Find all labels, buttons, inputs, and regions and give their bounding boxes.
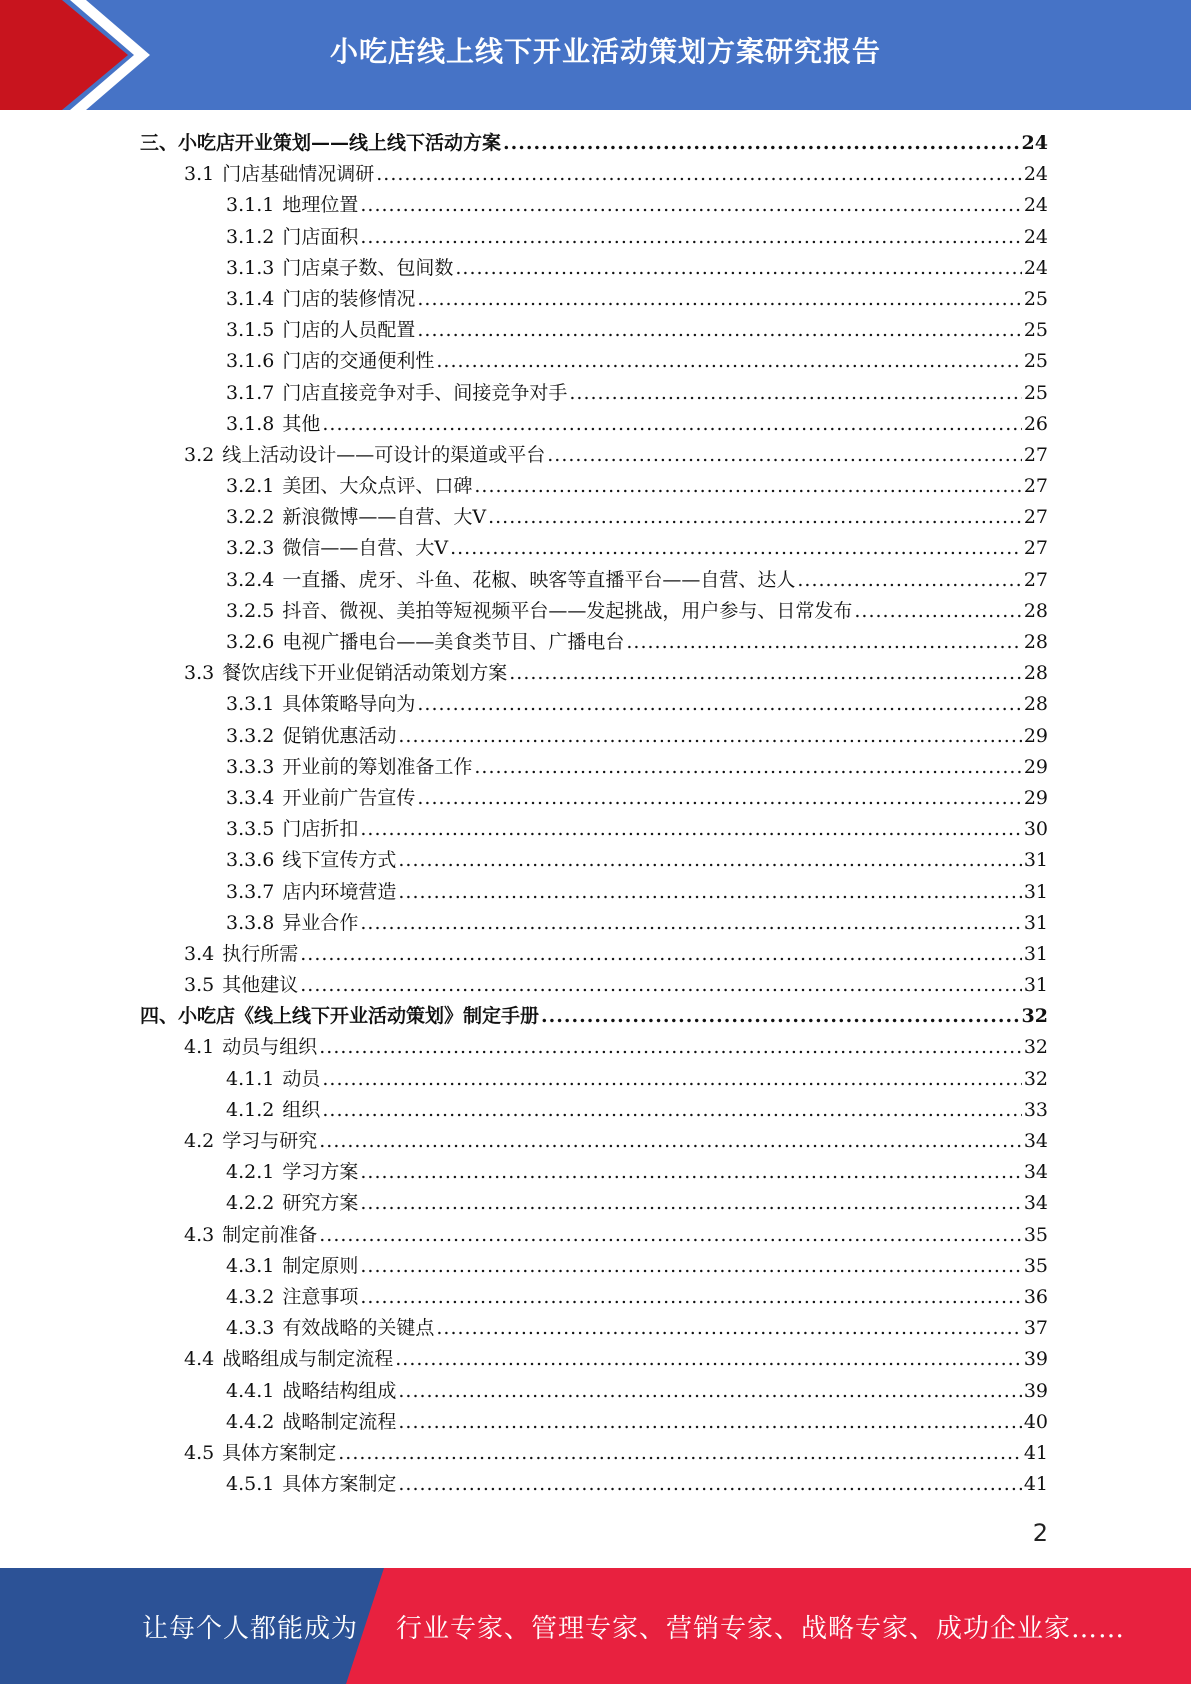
toc-entry-number: 4.3.2: [226, 1285, 275, 1308]
toc-entry[interactable]: [140, 877, 1048, 908]
toc-entry-page: 34: [1023, 1161, 1048, 1184]
toc-entry-page: 36: [1023, 1285, 1048, 1308]
toc-entry-page: 39: [1023, 1348, 1048, 1371]
toc-entry-title: 注意事项: [282, 1285, 359, 1308]
toc-dot-leader: [360, 1188, 1021, 1219]
toc-entry-page: 35: [1023, 1223, 1048, 1246]
toc-dot-leader: [322, 1064, 1021, 1095]
toc-entry-number: 3.3.5: [226, 818, 275, 841]
toc-entry[interactable]: [140, 752, 1048, 783]
toc-dot-leader: [398, 1407, 1021, 1438]
toc-dot-leader: [338, 1438, 1022, 1469]
toc-entry-page: 24: [1023, 163, 1048, 186]
toc-entry-page: 27: [1023, 475, 1048, 498]
toc-entry-title: 组织: [282, 1098, 321, 1121]
toc-entry-page: 26: [1023, 412, 1048, 435]
toc-entry-page: 31: [1023, 849, 1048, 872]
toc-entry[interactable]: [140, 346, 1048, 377]
toc-dot-leader: [360, 1282, 1021, 1313]
toc-entry-title: 门店的人员配置: [282, 319, 416, 342]
toc-entry-number: 4.5.1: [226, 1473, 275, 1496]
toc-entry-page: 29: [1023, 724, 1048, 747]
toc-dot-leader: [541, 1001, 1020, 1032]
toc-entry[interactable]: [140, 440, 1048, 471]
toc-entry-title: 门店的装修情况: [282, 287, 416, 310]
toc-entry[interactable]: [140, 1064, 1048, 1095]
toc-entry-page: 34: [1023, 1192, 1048, 1215]
toc-entry-number: 3.3: [184, 662, 215, 685]
toc-entry-title: 动员与组织: [222, 1036, 318, 1059]
toc-entry[interactable]: [140, 1469, 1048, 1500]
toc-entry-title: 店内环境营造: [282, 880, 397, 903]
toc-dot-leader: [360, 908, 1021, 939]
toc-entry-number: 4.5: [184, 1441, 215, 1464]
toc-entry-page: 28: [1023, 631, 1048, 653]
toc-entry-title: 动员: [282, 1067, 321, 1090]
toc-entry-page: 32: [1023, 1067, 1048, 1090]
toc-entry-number: 3.3.6: [226, 849, 275, 872]
toc-entry-title: 地理位置: [282, 194, 359, 217]
toc-entry[interactable]: [140, 658, 1048, 689]
toc-entry[interactable]: [140, 1251, 1048, 1282]
toc-entry-title: 门店面积: [282, 225, 359, 248]
toc-entry-page: 27: [1023, 443, 1048, 466]
page-footer: [0, 1568, 1191, 1684]
toc-entry-page: 25: [1023, 287, 1048, 310]
toc-entry-page: 29: [1023, 786, 1048, 809]
toc-entry-number: 3.2.6: [226, 631, 275, 653]
toc-entry-title: 开业前的筹划准备工作: [282, 755, 473, 778]
toc-entry-number: 3.2.2: [226, 506, 275, 529]
toc-entry[interactable]: [140, 627, 1048, 658]
toc-entry-number: 3.3.1: [226, 693, 275, 716]
toc-entry-page: 39: [1023, 1379, 1048, 1402]
toc-entry-number: 4.1.2: [226, 1098, 275, 1121]
toc-entry[interactable]: [140, 128, 1048, 159]
toc-entry-page: 41: [1023, 1473, 1048, 1496]
toc-entry[interactable]: [140, 253, 1048, 284]
toc-entry-page: 34: [1023, 1130, 1048, 1152]
toc-entry-number: 3.1: [184, 163, 215, 186]
toc-entry[interactable]: [140, 1220, 1048, 1251]
toc-entry[interactable]: [140, 939, 1048, 970]
toc-entry-number: 4.1.1: [226, 1067, 275, 1090]
footer-slogan-right: 行业专家、管理专家、营销专家、战略专家、成功企业家……: [396, 1614, 1126, 1644]
toc-entry-number: 4.1: [184, 1036, 215, 1059]
toc-dot-leader: [360, 1251, 1021, 1282]
toc-entry[interactable]: [140, 222, 1048, 253]
toc-entry-page: 31: [1023, 942, 1048, 965]
toc-dot-leader: [322, 409, 1021, 440]
toc-entry-page: 28: [1023, 599, 1048, 622]
toc-entry-number: 3.3.3: [226, 755, 275, 778]
toc-dot-leader: [509, 658, 1022, 689]
toc-dot-leader: [319, 1220, 1022, 1251]
toc-entry-title: 其他: [282, 412, 321, 435]
toc-entry-title: 开业前广告宣传: [282, 786, 416, 809]
toc-entry-number: 3.2.3: [226, 537, 275, 560]
toc-entry-number: 3.1.3: [226, 256, 275, 279]
toc-dot-leader: [547, 440, 1022, 471]
toc-entry[interactable]: [140, 565, 1048, 596]
toc-entry[interactable]: [140, 190, 1048, 221]
toc-entry[interactable]: [140, 284, 1048, 315]
toc-entry-number: 四、: [140, 1005, 179, 1028]
toc-entry-title: 美团、大众点评、口碑: [282, 475, 473, 498]
toc-entry[interactable]: [140, 1344, 1048, 1375]
toc-dot-leader: [360, 190, 1021, 221]
toc-dot-leader: [300, 939, 1022, 970]
toc-entry-page: 24: [1023, 194, 1048, 217]
toc-entry-number: 4.4: [184, 1348, 215, 1371]
toc-dot-leader: [319, 1126, 1022, 1157]
toc-entry-title: 小吃店《线上线下开业活动策划》制定手册: [178, 1005, 540, 1028]
toc-entry-title: 餐饮店线下开业促销活动策划方案: [222, 662, 508, 685]
toc-dot-leader: [474, 752, 1021, 783]
toc-entry-title: 有效战略的关键点: [282, 1317, 435, 1340]
toc-entry-number: 4.2: [184, 1130, 215, 1152]
toc-dot-leader: [503, 128, 1020, 159]
toc-entry-page: 37: [1023, 1317, 1048, 1340]
toc-entry[interactable]: [140, 1188, 1048, 1219]
toc-dot-leader: [398, 1376, 1021, 1407]
toc-entry[interactable]: [140, 502, 1048, 533]
toc-dot-leader: [797, 565, 1021, 596]
toc-entry-number: 4.3: [184, 1223, 215, 1246]
toc-entry[interactable]: [140, 409, 1048, 440]
toc-entry[interactable]: [140, 689, 1048, 720]
toc-entry[interactable]: [140, 596, 1048, 627]
toc-dot-leader: [626, 627, 1021, 658]
toc-entry-title: 线上活动设计——可设计的渠道或平台: [222, 443, 546, 466]
toc-dot-leader: [360, 814, 1021, 845]
toc-entry-page: 32: [1023, 1036, 1048, 1059]
toc-entry-number: 4.3.1: [226, 1254, 275, 1277]
toc-entry-number: 4.4.1: [226, 1379, 275, 1402]
toc-entry-title: 门店桌子数、包间数: [282, 256, 454, 279]
toc-entry[interactable]: [140, 721, 1048, 752]
toc-entry-number: 3.1.2: [226, 225, 275, 248]
toc-dot-leader: [488, 502, 1022, 533]
toc-entry-number: 3.2.4: [226, 568, 275, 591]
toc-entry[interactable]: [140, 1126, 1048, 1157]
toc-entry-title: 微信——自营、大V: [282, 537, 449, 560]
toc-entry-page: 32: [1021, 1005, 1048, 1028]
toc-dot-leader: [474, 471, 1021, 502]
toc-entry[interactable]: [140, 1095, 1048, 1126]
toc-dot-leader: [417, 315, 1021, 346]
toc-entry-number: 3.1.6: [226, 350, 275, 373]
toc-entry-number: 3.5: [184, 974, 215, 997]
toc-entry-page: 24: [1023, 225, 1048, 248]
toc-dot-leader: [376, 159, 1022, 190]
toc-dot-leader: [854, 596, 1021, 627]
toc-entry-title: 学习方案: [282, 1161, 359, 1184]
toc-dot-leader: [395, 1344, 1022, 1375]
toc-entry-title: 具体方案制定: [222, 1441, 337, 1464]
toc-dot-leader: [455, 253, 1021, 284]
toc-entry-title: 战略制定流程: [282, 1410, 397, 1433]
toc-entry[interactable]: [140, 1313, 1048, 1344]
toc-entry-title: 制定前准备: [222, 1223, 318, 1246]
toc-dot-leader: [417, 689, 1021, 720]
toc-entry-number: 4.4.2: [226, 1410, 275, 1433]
toc-dot-leader: [360, 1157, 1021, 1188]
toc-entry-number: 3.4: [184, 942, 215, 965]
toc-entry-page: 25: [1023, 319, 1048, 342]
toc-entry[interactable]: [140, 1032, 1048, 1063]
toc-entry-title: 抖音、微视、美拍等短视频平台——发起挑战，用户参与、日常发布: [282, 599, 853, 622]
toc-dot-leader: [322, 1095, 1021, 1126]
page-header: [0, 0, 1191, 110]
toc-entry-title: 学习与研究: [222, 1130, 318, 1152]
toc-entry-page: 31: [1023, 974, 1048, 997]
toc-entry[interactable]: [140, 159, 1048, 190]
toc-entry-number: 3.3.4: [226, 786, 275, 809]
toc-entry-number: 3.3.2: [226, 724, 275, 747]
toc-entry-page: 27: [1023, 506, 1048, 529]
toc-entry-page: 27: [1023, 537, 1048, 560]
toc-dot-leader: [569, 378, 1021, 409]
toc-entry-title: 执行所需: [222, 942, 299, 965]
toc-entry-title: 战略组成与制定流程: [222, 1348, 394, 1371]
toc-entry-title: 新浪微博——自营、大V: [282, 506, 487, 529]
toc-entry-page: 25: [1023, 350, 1048, 373]
toc-entry-title: 战略结构组成: [282, 1379, 397, 1402]
toc-dot-leader: [398, 877, 1021, 908]
toc-entry[interactable]: [140, 783, 1048, 814]
toc-entry[interactable]: [140, 1407, 1048, 1438]
toc-entry-title: 具体策略导向为: [282, 693, 416, 716]
toc-entry-title: 研究方案: [282, 1192, 359, 1215]
toc-entry-title: 门店折扣: [282, 818, 359, 841]
toc-entry-page: 25: [1023, 381, 1048, 404]
toc-entry[interactable]: [140, 471, 1048, 502]
toc-dot-leader: [319, 1032, 1022, 1063]
toc-entry-page: 40: [1023, 1410, 1048, 1433]
toc-entry[interactable]: [140, 315, 1048, 346]
toc-entry-number: 3.1.1: [226, 194, 275, 217]
toc-dot-leader: [417, 284, 1021, 315]
toc-entry-title: 小吃店开业策划——线上线下活动方案: [178, 132, 502, 154]
footer-slogan-left: 让每个人都能成为: [142, 1614, 359, 1644]
toc-dot-leader: [360, 222, 1021, 253]
toc-dot-leader: [300, 970, 1022, 1001]
toc-entry-page: 41: [1023, 1441, 1048, 1464]
toc-entry-number: 4.2.1: [226, 1161, 275, 1184]
toc-entry-page: 28: [1023, 693, 1048, 716]
toc-entry-title: 一直播、虎牙、斗鱼、花椒、映客等直播平台——自营、达人: [282, 568, 796, 591]
toc-entry-number: 3.2: [184, 443, 215, 466]
toc-dot-leader: [450, 533, 1022, 564]
page-number: 2: [1032, 1519, 1048, 1547]
toc-entry-page: 27: [1023, 568, 1048, 591]
toc-entry[interactable]: [140, 970, 1048, 1001]
toc-entry[interactable]: [140, 1157, 1048, 1188]
toc-entry-title: 线下宣传方式: [282, 849, 397, 872]
toc-entry-page: 33: [1023, 1098, 1048, 1121]
toc-dot-leader: [398, 721, 1021, 752]
toc-entry[interactable]: [140, 1376, 1048, 1407]
toc-entry-title: 异业合作: [282, 911, 359, 934]
toc-entry-title: 门店基础情况调研: [222, 163, 375, 186]
toc-entry[interactable]: [140, 533, 1048, 564]
toc-entry-page: 29: [1023, 755, 1048, 778]
toc-entry-number: 3.1.8: [226, 412, 275, 435]
toc-entry[interactable]: [140, 378, 1048, 409]
toc-entry[interactable]: [140, 1001, 1048, 1032]
toc-entry-page: 28: [1023, 662, 1048, 685]
toc-entry-page: 30: [1023, 818, 1048, 841]
toc-entry[interactable]: [140, 1282, 1048, 1313]
toc-entry-number: 4.2.2: [226, 1192, 275, 1215]
toc-entry-number: 3.2.1: [226, 475, 275, 498]
toc-entry-page: 31: [1023, 880, 1048, 903]
toc-entry-number: 3.3.8: [226, 911, 275, 934]
toc-entry-page: 31: [1023, 911, 1048, 934]
toc-entry-title: 具体方案制定: [282, 1473, 397, 1496]
toc-dot-leader: [436, 346, 1021, 377]
toc-entry-title: 其他建议: [222, 974, 299, 997]
toc-entry[interactable]: [140, 1438, 1048, 1469]
toc-entry-title: 电视广播电台——美食类节目、广播电台: [282, 631, 625, 653]
toc-dot-leader: [436, 1313, 1021, 1344]
toc-entry[interactable]: [140, 814, 1048, 845]
toc-entry-number: 3.1.7: [226, 381, 275, 404]
toc-entry[interactable]: [140, 845, 1048, 876]
toc-entry-number: 3.1.5: [226, 319, 275, 342]
toc-entry[interactable]: [140, 908, 1048, 939]
toc-entry-number: 3.2.5: [226, 599, 275, 622]
toc-dot-leader: [398, 1469, 1021, 1500]
toc-entry-number: 3.3.7: [226, 880, 275, 903]
document-title: 小吃店线上线下开业活动策划方案研究报告: [329, 35, 881, 68]
toc-entry-title: 制定原则: [282, 1254, 359, 1277]
toc-entry-page: 24: [1021, 132, 1048, 154]
toc-entry-number: 三、: [140, 132, 179, 154]
toc-entry-page: 24: [1023, 256, 1048, 279]
toc-entry-number: 4.3.3: [226, 1317, 275, 1340]
toc-entry-page: 35: [1023, 1254, 1048, 1277]
table-of-contents: [140, 128, 1048, 1500]
toc-entry-title: 门店的交通便利性: [282, 350, 435, 373]
toc-dot-leader: [398, 845, 1021, 876]
toc-entry-number: 3.1.4: [226, 287, 275, 310]
toc-dot-leader: [417, 783, 1021, 814]
toc-entry-title: 促销优惠活动: [282, 724, 397, 747]
toc-entry-title: 门店直接竞争对手、间接竞争对手: [282, 381, 568, 404]
